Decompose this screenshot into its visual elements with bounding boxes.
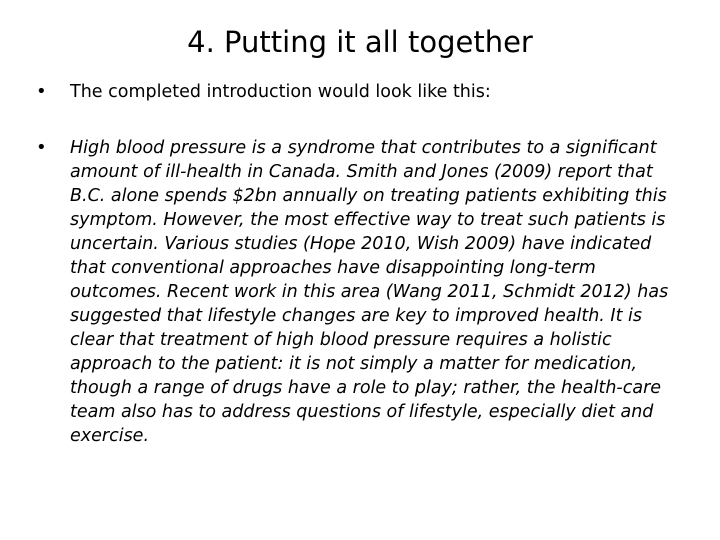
slide-title: 4. Putting it all together <box>187 25 533 59</box>
bullet-text-example-introduction: High blood pressure is a syndrome that contributes to a significant amount of ill-health in Canada. Smith and Jones (2009) report that B.C. alone spends $2bn annually on treating patients exhibiting this symptom. However, the most effective way to treat such patients is uncertain. Various studies (Hope 2010, Wish 2009) have indicated that conventional approaches have disappointing long-term outcomes. Recent work in this area (Wang 2011, Schmidt 2012) has suggested that lifestyle changes are key to improved health. It is clear that treatment of high blood pressure requires a holistic approach to the patient: it is not simply a matter for medication, though a range of drugs have a role to play; rather, the health-care team also has to address questions of lifestyle, especially diet and exercise. <box>70 138 669 446</box>
bullet-text-intro: The completed introduction would look like this: <box>70 82 491 102</box>
bullet-item-example <box>36 136 686 448</box>
bullet-item-intro <box>36 80 686 104</box>
bullet-marker: • <box>36 137 47 158</box>
bullet-marker: • <box>36 81 47 102</box>
bullet-list <box>36 80 686 448</box>
